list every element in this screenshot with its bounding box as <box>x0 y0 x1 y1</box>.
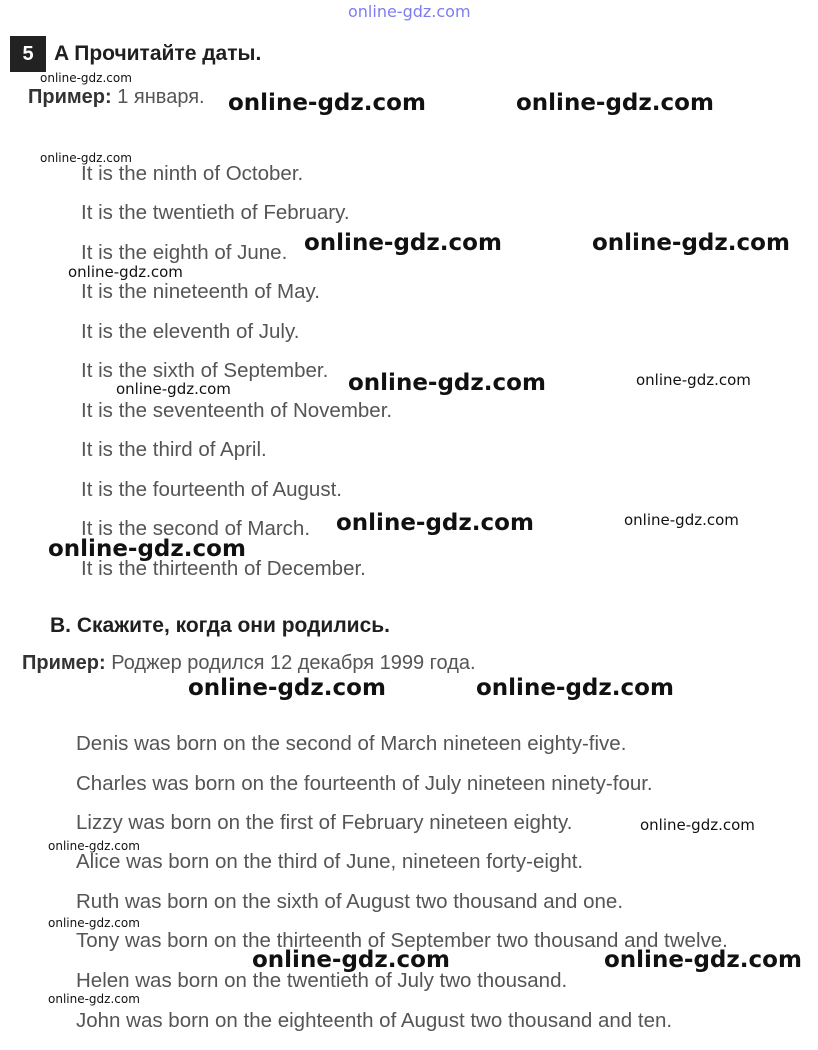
part-b-example <box>22 652 476 675</box>
part-a-line: It is the second of March. <box>81 517 311 540</box>
part-a-line: It is the fourteenth of August. <box>81 478 342 501</box>
watermark: online-gdz.com <box>252 947 450 973</box>
watermark: online-gdz.com <box>48 916 140 930</box>
watermark: online-gdz.com <box>188 675 386 701</box>
watermark: online-gdz.com <box>592 230 790 256</box>
part-b-line: John was born on the eighteenth of August two thousand and ten. <box>76 1009 673 1032</box>
part-b-line: Helen was born on the twentieth of July two thousand. <box>76 969 568 992</box>
part-a-line: It is the nineteenth of May. <box>81 280 320 303</box>
part-b-title: B. Скажите, когда они родились. <box>50 614 391 637</box>
part-a-line: It is the eighth of June. <box>81 241 288 264</box>
part-b-line: Charles was born on the fourteenth of July nineteen ninety-four. <box>76 772 653 795</box>
site-header: online-gdz.com <box>348 2 471 21</box>
watermark: online-gdz.com <box>48 536 246 562</box>
part-b-example-text: Роджер родился 12 декабря 1999 года. <box>111 652 476 674</box>
watermark: online-gdz.com <box>636 371 751 389</box>
part-b-line: Tony was born on the thirteenth of September two thousand and twelve. <box>76 929 728 952</box>
part-a-example-text: 1 января. <box>117 86 205 108</box>
part-a-example-label: Пример: <box>28 86 112 108</box>
watermark: online-gdz.com <box>228 90 426 116</box>
watermark: online-gdz.com <box>304 230 502 256</box>
part-b-line: Denis was born on the second of March nineteen eighty-five. <box>76 732 627 755</box>
part-a-line: It is the seventeenth of November. <box>81 399 393 422</box>
part-a-line: It is the eleventh of July. <box>81 320 300 343</box>
watermark: online-gdz.com <box>604 947 802 973</box>
watermark: online-gdz.com <box>40 151 132 165</box>
part-b-line: Lizzy was born on the first of February nineteen eighty. <box>76 811 573 834</box>
watermark: online-gdz.com <box>640 816 755 834</box>
part-a-example <box>28 86 205 109</box>
watermark: online-gdz.com <box>116 380 231 398</box>
watermark: online-gdz.com <box>516 90 714 116</box>
watermark: online-gdz.com <box>348 370 546 396</box>
part-a-line: It is the twentieth of February. <box>81 201 350 224</box>
watermark: online-gdz.com <box>336 510 534 536</box>
watermark: online-gdz.com <box>40 71 132 85</box>
part-a-line: It is the sixth of September. <box>81 359 329 382</box>
watermark: online-gdz.com <box>68 263 183 281</box>
watermark: online-gdz.com <box>476 675 674 701</box>
watermark: online-gdz.com <box>48 839 140 853</box>
part-a-line: It is the third of April. <box>81 438 267 461</box>
part-b-example-label: Пример: <box>22 652 106 674</box>
part-a-title: A Прочитайте даты. <box>54 42 262 65</box>
part-b-line: Ruth was born on the sixth of August two thousand and one. <box>76 890 624 913</box>
watermark: online-gdz.com <box>624 511 739 529</box>
exercise-number-badge: 5 <box>10 36 46 72</box>
part-b-line: Alice was born on the third of June, nineteen forty-eight. <box>76 850 584 873</box>
part-a-line: It is the thirteenth of December. <box>81 557 366 580</box>
part-a-line: It is the ninth of October. <box>81 162 304 185</box>
watermark: online-gdz.com <box>48 992 140 1006</box>
